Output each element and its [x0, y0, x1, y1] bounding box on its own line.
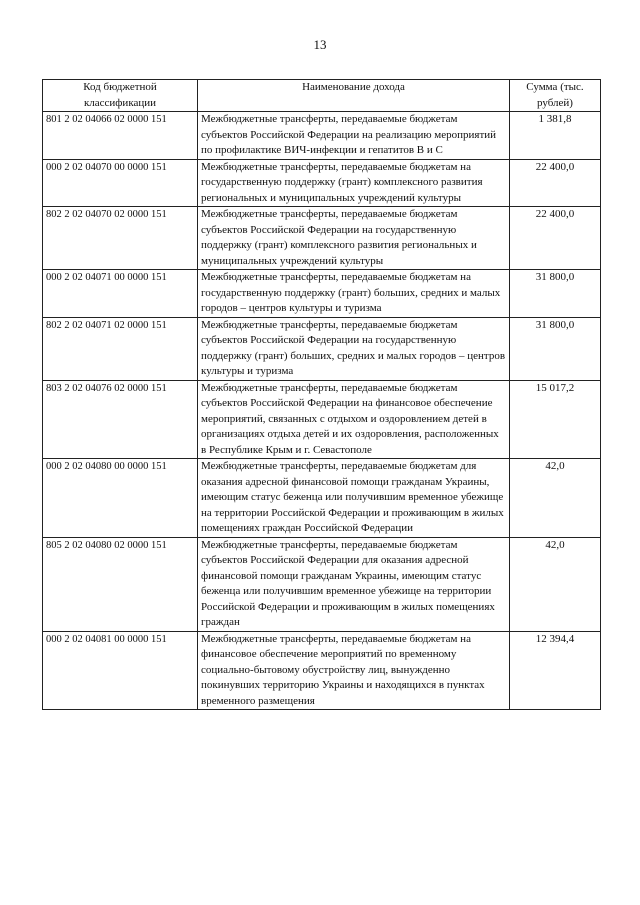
row-name: Межбюджетные трансферты, передаваемые бюджетам на финансовое обеспечение мероприятий по временному социально-бытовому обустройству лиц, вынужденно покинувших территорию Украины и находящихся в пунктах временного размещения: [198, 631, 510, 710]
table-row: [43, 380, 601, 459]
revenue-table: [42, 79, 601, 710]
row-code: 000 2 02 04071 00 0000 151: [43, 270, 198, 318]
table-row: [43, 207, 601, 270]
row-code: 000 2 02 04081 00 0000 151: [43, 631, 198, 710]
row-sum: 1 381,8: [510, 112, 601, 160]
row-name: Межбюджетные трансферты, передаваемые бюджетам субъектов Российской Федерации для оказания адресной финансовой помощи гражданам Украины, имеющим статус беженца или получившим временное убежище на территории Российской Федерации и проживающим в жилых помещениях граждан: [198, 537, 510, 631]
row-sum: 15 017,2: [510, 380, 601, 459]
table-row: [43, 317, 601, 380]
row-code: 801 2 02 04066 02 0000 151: [43, 112, 198, 160]
row-name: Межбюджетные трансферты, передаваемые бюджетам субъектов Российской Федерации на государственную поддержку (грант) комплексного развития региональных и муниципальных учреждений культуры: [198, 207, 510, 270]
row-sum: 22 400,0: [510, 207, 601, 270]
table-row: [43, 270, 601, 318]
table-header-row: [43, 80, 601, 112]
row-name: Межбюджетные трансферты, передаваемые бюджетам субъектов Российской Федерации на государственную поддержку (грант) больших, средних и малых городов – центров культуры и туризма: [198, 317, 510, 380]
header-name: Наименование дохода: [198, 80, 510, 112]
page-number: 13: [313, 37, 327, 52]
row-code: 000 2 02 04070 00 0000 151: [43, 159, 198, 207]
header-sum: Сумма (тыс. рублей): [510, 80, 601, 112]
row-code: 802 2 02 04071 02 0000 151: [43, 317, 198, 380]
table-row: [43, 459, 601, 538]
row-sum: 31 800,0: [510, 270, 601, 318]
row-name: Межбюджетные трансферты, передаваемые бюджетам на государственную поддержку (грант) больших, средних и малых городов – центров культуры и туризма: [198, 270, 510, 318]
table-row: [43, 159, 601, 207]
row-code: 802 2 02 04070 02 0000 151: [43, 207, 198, 270]
row-code: 000 2 02 04080 00 0000 151: [43, 459, 198, 538]
row-name: Межбюджетные трансферты, передаваемые бюджетам субъектов Российской Федерации на реализацию мероприятий по профилактике ВИЧ-инфекции и гепатитов В и С: [198, 112, 510, 160]
table-row: [43, 112, 601, 160]
row-name: Межбюджетные трансферты, передаваемые бюджетам для оказания адресной финансовой помощи гражданам Украины, имеющим статус беженца или получившим временное убежище на территории Российской Федерации и проживающим в жилых помещениях граждан Российской Федерации: [198, 459, 510, 538]
row-code: 805 2 02 04080 02 0000 151: [43, 537, 198, 631]
row-sum: 22 400,0: [510, 159, 601, 207]
row-sum: 31 800,0: [510, 317, 601, 380]
row-sum: 42,0: [510, 459, 601, 538]
row-sum: 42,0: [510, 537, 601, 631]
row-name: Межбюджетные трансферты, передаваемые бюджетам субъектов Российской Федерации на финансовое обеспечение мероприятий, связанных с отдыхом и оздоровлением детей в организациях отдыха детей и их оздоровления, расположенных в Республике Крым и г. Севастополе: [198, 380, 510, 459]
row-code: 803 2 02 04076 02 0000 151: [43, 380, 198, 459]
table-row: [43, 631, 601, 710]
row-name: Межбюджетные трансферты, передаваемые бюджетам на государственную поддержку (грант) комплексного развития региональных и муниципальных учреждений культуры: [198, 159, 510, 207]
header-code: Код бюджетной классификации: [43, 80, 198, 112]
table-row: [43, 537, 601, 631]
row-sum: 12 394,4: [510, 631, 601, 710]
